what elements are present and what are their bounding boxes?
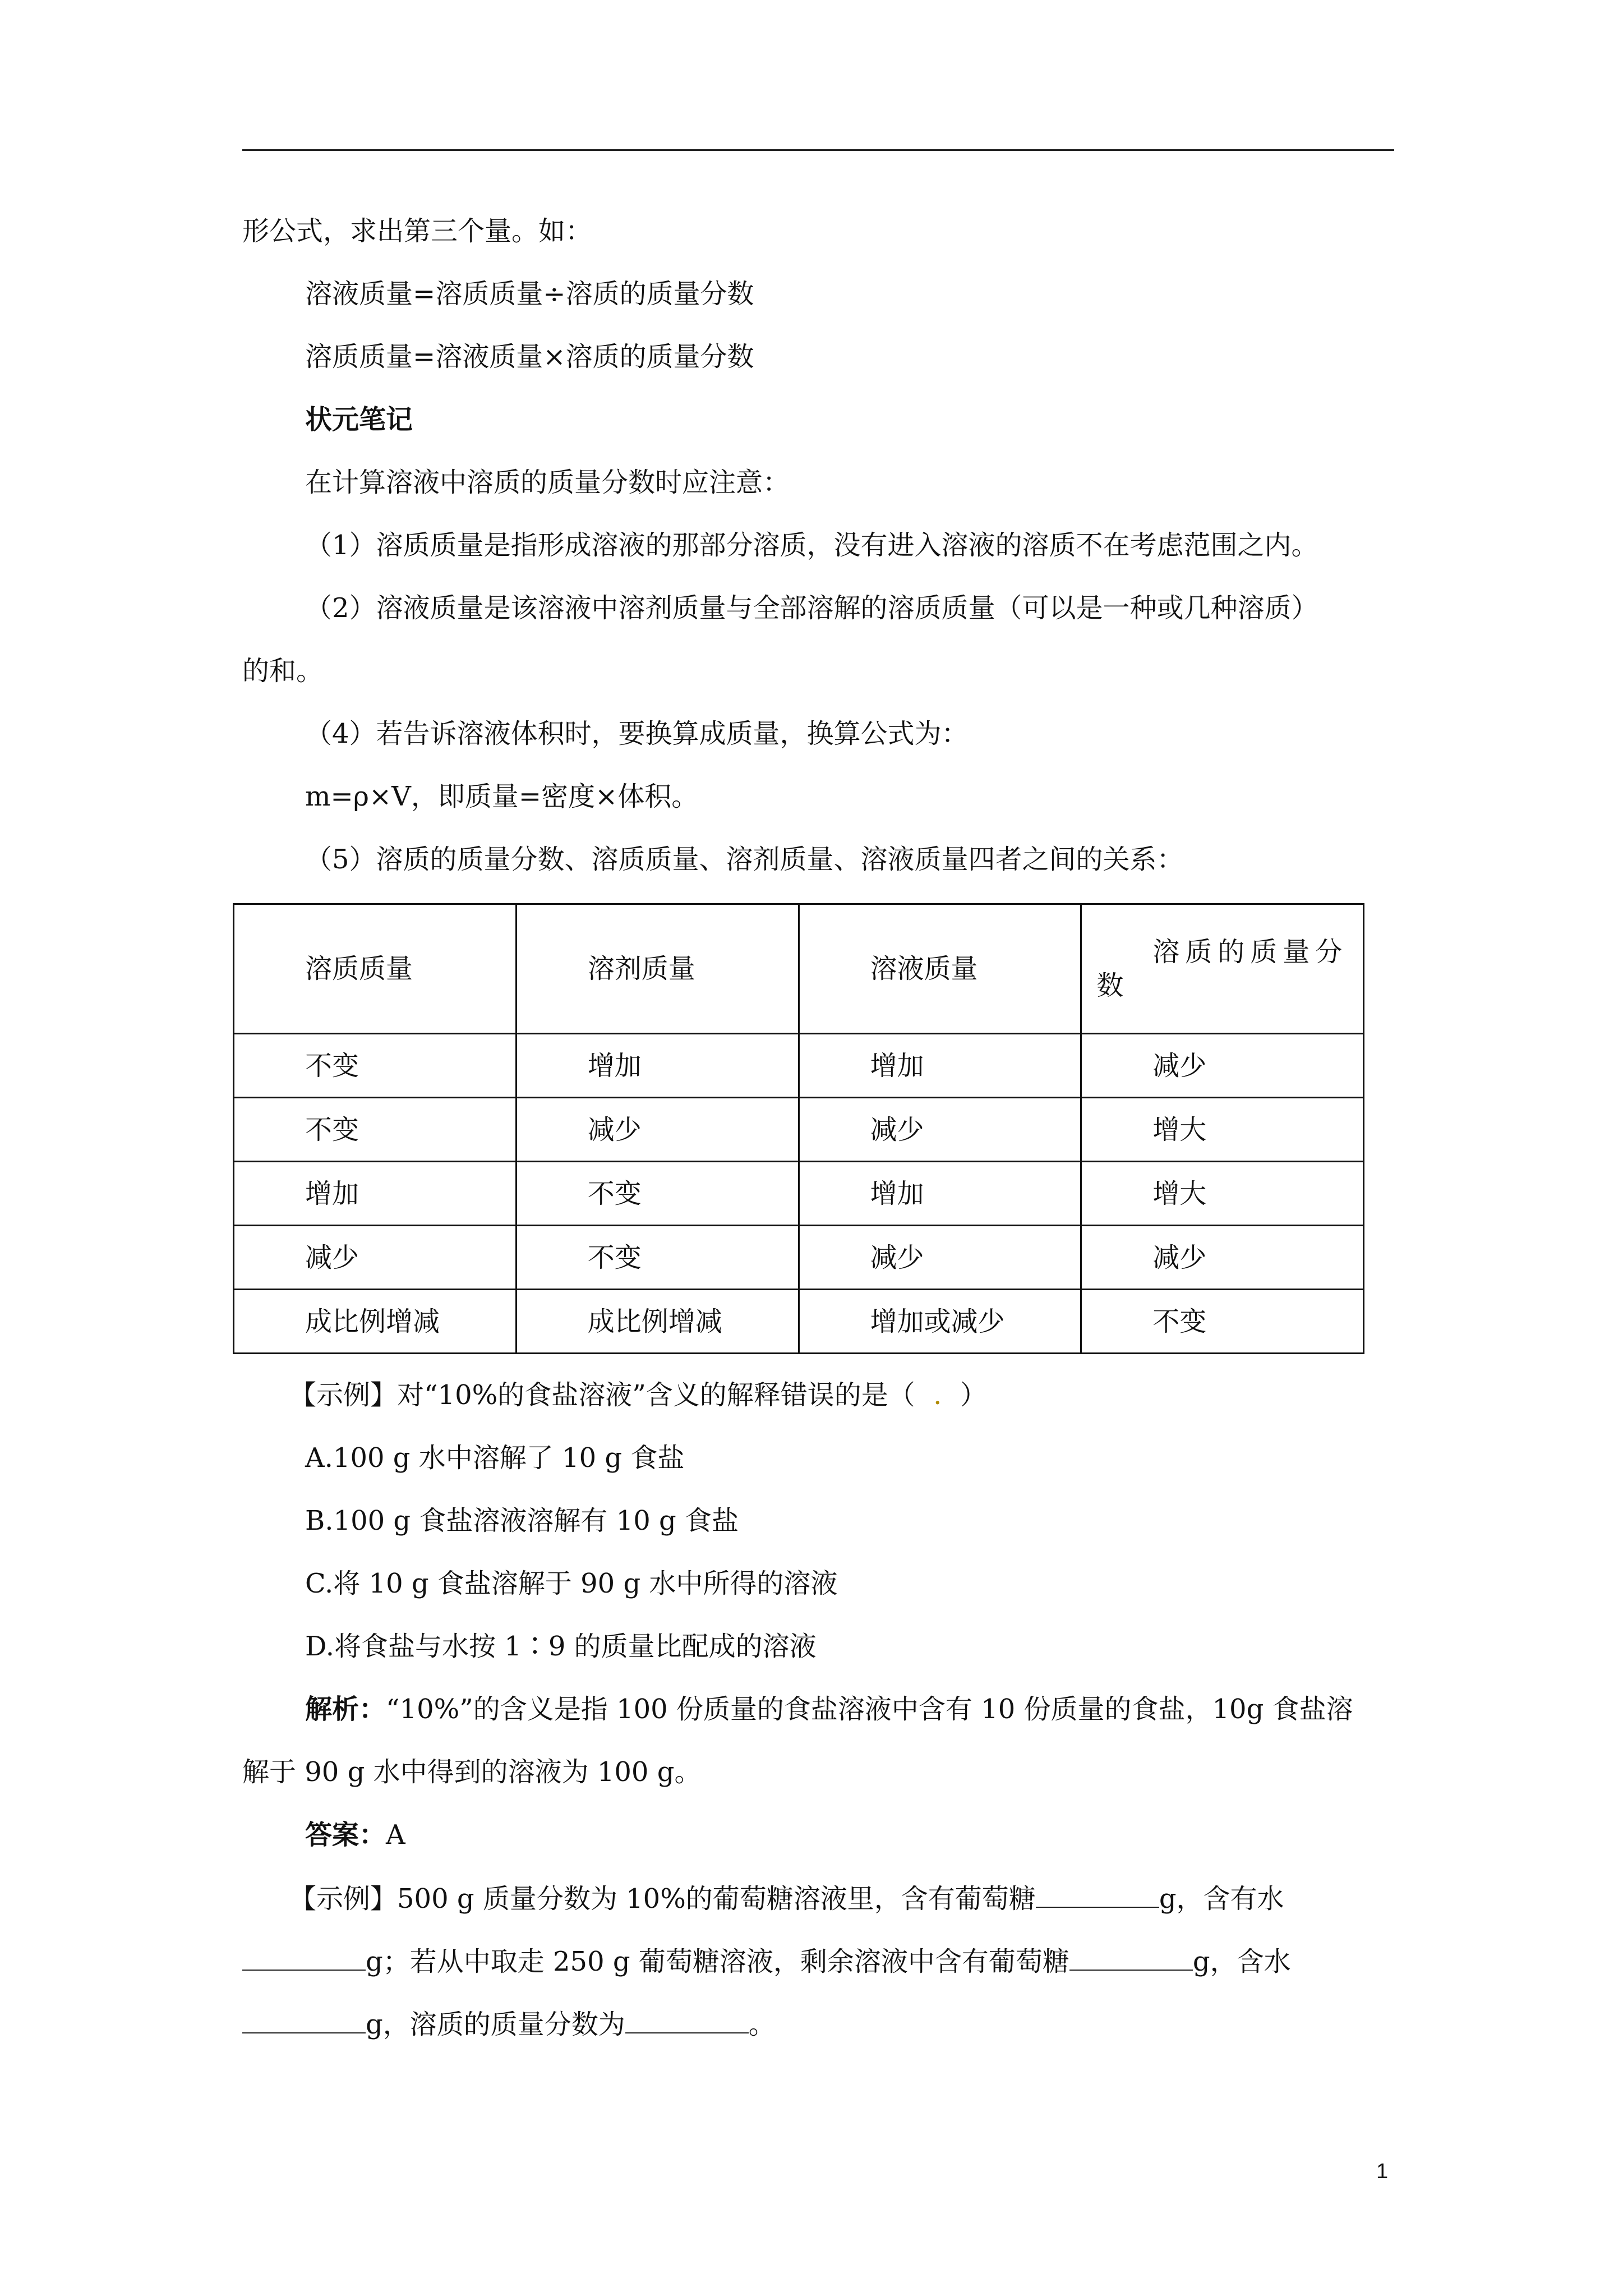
- table-header-cell: 溶剂质量: [516, 904, 799, 1034]
- answer-line: [305, 1818, 405, 1852]
- fill-blank[interactable]: [242, 1944, 366, 1971]
- table-cell: 减少: [516, 1098, 799, 1162]
- table-cell: 不变: [234, 1098, 517, 1162]
- example1-question: [289, 1378, 987, 1412]
- analysis-line-2: 解于 90 g 水中得到的溶液为 100 g。: [242, 1756, 702, 1788]
- formula-solute-mass: 溶质质量=溶液质量×溶质的质量分数: [305, 341, 754, 372]
- answer-label: 答案：: [305, 1819, 386, 1851]
- table-cell: 增大: [1081, 1162, 1364, 1226]
- example2-text: g，溶质的质量分数为: [366, 2009, 625, 2040]
- table-header-cell: 溶质质量: [234, 904, 517, 1034]
- table-cell: 成比例增减: [516, 1290, 799, 1354]
- analysis-text: “10%”的含义是指 100 份质量的食盐溶液中含有 10 份质量的食盐，10g 食盐溶: [386, 1694, 1353, 1725]
- fill-blank[interactable]: [1036, 1881, 1159, 1908]
- fill-blank[interactable]: [625, 2007, 749, 2033]
- table-cell: 不变: [516, 1226, 799, 1290]
- table-row: [234, 1162, 1364, 1226]
- note-item-4: （4）若告诉溶液体积时，要换算成质量，换算公式为：: [305, 718, 969, 749]
- example2-line-1: [289, 1881, 1284, 1916]
- example2-text: g；若从中取走 250 g 葡萄糖溶液，剩余溶液中含有葡萄糖: [366, 1946, 1069, 1977]
- answer-blank-mark: .: [933, 1379, 942, 1411]
- table-cell: 成比例增减: [234, 1290, 517, 1354]
- table-cell: 增加: [234, 1162, 517, 1226]
- header-text-line2: 数: [1096, 970, 1124, 1001]
- header-rule: [242, 149, 1394, 151]
- example1-question-close: ）: [960, 1379, 987, 1411]
- header-text-line1: 溶质的质量分: [1152, 936, 1348, 968]
- note-item-1: （1）溶质质量是指形成溶液的那部分溶质，没有进入溶液的溶质不在考虑范围之内。: [305, 530, 1318, 561]
- table-header-cell: 溶液质量: [799, 904, 1081, 1034]
- relations-table: [233, 903, 1364, 1354]
- notes-lead: 在计算溶液中溶质的质量分数时应注意：: [305, 467, 790, 498]
- table-cell: 增加: [799, 1162, 1081, 1226]
- option-a: A.100 g 水中溶解了 10 g 食盐: [305, 1442, 685, 1474]
- table-row: [234, 1098, 1364, 1162]
- table-cell: 减少: [1081, 1226, 1364, 1290]
- table-cell: 减少: [799, 1226, 1081, 1290]
- note-item-5: （5）溶质的质量分数、溶质质量、溶剂质量、溶液质量四者之间的关系：: [305, 844, 1184, 875]
- table-header-cell: [1081, 904, 1364, 1034]
- notes-heading: 状元笔记: [305, 404, 413, 435]
- formula-solution-mass: 溶液质量=溶质质量÷溶质的质量分数: [305, 278, 754, 310]
- table-cell: 增加或减少: [799, 1290, 1081, 1354]
- note-item-4-formula: m=ρ×V，即质量=密度×体积。: [305, 781, 699, 812]
- table-cell: 不变: [1081, 1290, 1364, 1354]
- table-row: [234, 1226, 1364, 1290]
- note-item-2-cont: 的和。: [242, 655, 324, 687]
- table-cell: 减少: [799, 1098, 1081, 1162]
- example1-question-text: 【示例】对“10%的食盐溶液”含义的解释错误的是（: [289, 1379, 915, 1411]
- example2-line-2: [242, 1944, 1291, 1978]
- example2-text: g，含水: [1192, 1946, 1291, 1977]
- example2-text: 【示例】500 g 质量分数为 10%的葡萄糖溶液里，含有葡萄糖: [289, 1883, 1036, 1915]
- analysis-label: 解析：: [305, 1694, 386, 1725]
- table-cell: 减少: [234, 1226, 517, 1290]
- table-cell: 不变: [516, 1162, 799, 1226]
- table-cell: 增加: [799, 1034, 1081, 1098]
- option-c: C.将 10 g 食盐溶解于 90 g 水中所得的溶液: [305, 1568, 838, 1599]
- table-cell: 增大: [1081, 1098, 1364, 1162]
- table-row: [234, 1290, 1364, 1354]
- example2-text: g，含有水: [1159, 1883, 1284, 1915]
- example2-text: 。: [748, 2009, 776, 2040]
- table-cell: 减少: [1081, 1034, 1364, 1098]
- table-row: [234, 1034, 1364, 1098]
- fill-blank[interactable]: [1069, 1944, 1193, 1971]
- example2-line-3: [242, 2007, 776, 2041]
- analysis-line-1: [305, 1692, 1353, 1726]
- table-header-row: [234, 904, 1364, 1034]
- table-cell: 增加: [516, 1034, 799, 1098]
- page-number: 1: [1376, 2160, 1389, 2183]
- option-d: D.将食盐与水按 1∶9 的质量比配成的溶液: [305, 1631, 817, 1662]
- table-cell: 不变: [234, 1034, 517, 1098]
- fill-blank[interactable]: [242, 2007, 366, 2033]
- intro-line: 形公式，求出第三个量。如：: [242, 215, 593, 247]
- option-b: B.100 g 食盐溶液溶解有 10 g 食盐: [305, 1505, 739, 1536]
- note-item-2: （2）溶液质量是该溶液中溶剂质量与全部溶解的溶质质量（可以是一种或几种溶质）: [305, 592, 1318, 624]
- answer-value: A: [386, 1819, 405, 1851]
